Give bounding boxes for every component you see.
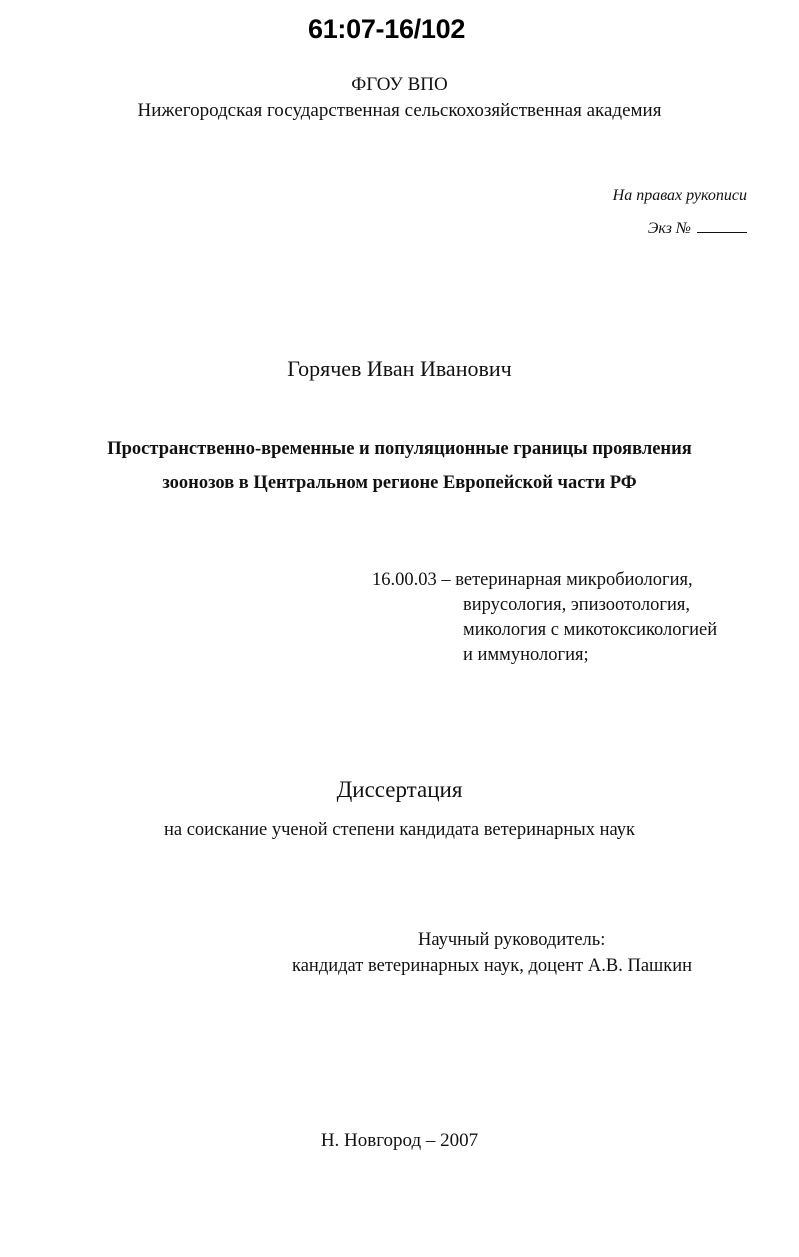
supervisor-name: кандидат ветеринарных наук, доцент А.В. Пашкин — [292, 956, 693, 976]
copy-number-blank — [697, 218, 747, 233]
title-line-1: Пространственно-временные и популяционные границы проявления — [107, 439, 692, 459]
organization-name: Нижегородская государственная сельскохозяйственная академия — [137, 100, 662, 121]
specialty-line-4: и иммунология; — [463, 645, 589, 665]
copy-number-label: Экз № — [647, 220, 691, 237]
document-type: Диссертация — [336, 777, 463, 802]
specialty-line-3: микология с микотоксикологией — [463, 620, 718, 640]
specialty-block — [372, 568, 717, 668]
specialty-line-1: 16.00.03 – ветеринарная микробиология, — [372, 570, 693, 590]
specialty-line-2: вирусология, эпизоотология, — [463, 595, 690, 615]
supervisor-label: Научный руководитель: — [418, 930, 606, 950]
catalog-code: 61:07-16/102 — [308, 14, 466, 44]
author-name: Горячев Иван Иванович — [287, 356, 512, 381]
organization-abbreviation: ФГОУ ВПО — [351, 74, 448, 95]
dissertation-title — [0, 432, 799, 500]
manuscript-rights: На правах рукописи — [612, 187, 747, 204]
city-year: Н. Новгород – 2007 — [320, 1130, 479, 1151]
degree-statement: на соискание ученой степени кандидата ветеринарных наук — [163, 820, 636, 840]
title-line-2: зоонозов в Центральном регионе Европейской части РФ — [162, 473, 637, 493]
copy-number — [648, 218, 747, 238]
